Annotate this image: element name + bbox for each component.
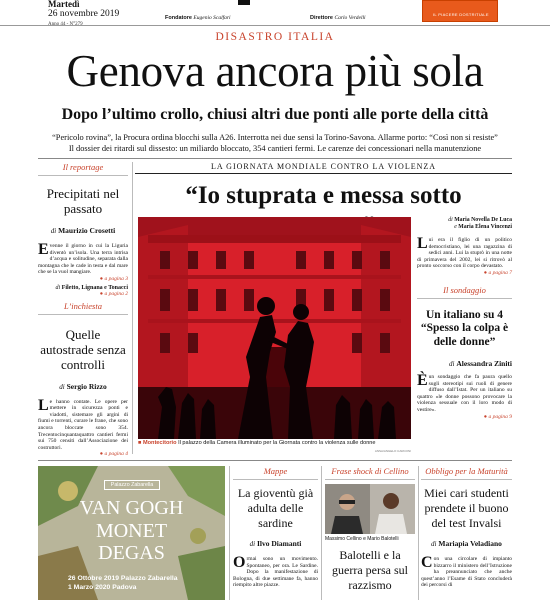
- column-divider: [229, 466, 230, 600]
- photo-caption: ■ Montecitorio Il palazzo della Camera illuminato per la Giornata contro la violenza sulle donne ANSA/ANGELO CARCONI: [138, 440, 411, 453]
- founder-name: Eugenio Scalfari: [193, 15, 231, 21]
- maturita-column: [421, 466, 512, 589]
- reportage-title[interactable]: Precipitati nel passato: [46, 186, 120, 216]
- ad-dates: [68, 574, 178, 592]
- inchiesta-byline: [38, 382, 128, 391]
- body-text: rmai sono un movimento. Spontaneo, per ora. Le Sardine. Dopo la manifestazione di Bologna, di due settimane fa, hanno riempito altre piazze.: [233, 556, 318, 589]
- logo-fragment: [238, 0, 250, 5]
- ad-artist-3: DEGAS: [98, 542, 165, 564]
- cellino-column: [325, 466, 415, 593]
- edition-day: Martedì: [48, 0, 80, 9]
- mappe-byline: [233, 539, 318, 548]
- lead-summary: [40, 132, 510, 154]
- byline-prefix: di: [449, 360, 455, 369]
- feature-title[interactable]: “Io stuprata e messa sotto: [185, 182, 462, 209]
- ad-venue-tag: Palazzo Zabarella: [104, 480, 160, 490]
- feature-block: [135, 162, 512, 452]
- edition-date-text: 26 novembre 2019: [48, 9, 120, 19]
- mappe-title[interactable]: La gioventù già adulta delle sardine: [237, 486, 314, 530]
- inchiesta-body: [38, 396, 128, 458]
- edition-date: [48, 0, 119, 29]
- lead-kicker: DISASTRO ITALIA: [215, 31, 335, 43]
- page-ref-text: a pagina 4: [104, 451, 128, 458]
- ad-dates-line2: 1 Marzo 2020 Padova: [68, 584, 137, 591]
- director-label: Direttore: [310, 15, 333, 21]
- byline-name: Maria Elena Vincenzi: [458, 224, 512, 230]
- masthead: [0, 0, 550, 26]
- byline-joiner: e: [454, 224, 457, 230]
- section-label-mappe: Mappe: [233, 466, 318, 480]
- section-label-reportage: Il reportage: [38, 162, 128, 176]
- byline-prefix: di: [55, 284, 61, 291]
- column-divider: [321, 466, 322, 600]
- ad-dates-line1: 26 Ottobre 2019 Palazzo Zabarella: [68, 575, 178, 582]
- dropcap: L: [417, 235, 428, 252]
- sondaggio-title[interactable]: Un italiano su 4 “Spesso la colpa è delle donne”: [420, 308, 509, 348]
- caption-text: Il palazzo della Camera illuminato per la Giornata contro la violenza sulle donne: [178, 440, 376, 446]
- feature-byline: [417, 217, 512, 231]
- byline-name: Filetto, Lignana e Tonacci: [61, 284, 128, 291]
- dropcap: E: [38, 241, 49, 258]
- page-ref-text: a pagina 2: [104, 290, 128, 297]
- byline-prefix: di: [59, 382, 65, 391]
- divider: [38, 460, 512, 461]
- caption-label: Montecitorio: [142, 440, 177, 446]
- feature-side-column: [417, 217, 512, 420]
- feature-body: [417, 237, 512, 277]
- page-ref-link[interactable]: ● a pagina 7: [483, 269, 512, 276]
- byline-prefix: di: [448, 217, 453, 223]
- promo-box[interactable]: [422, 0, 498, 22]
- section-label-maturita: Obbligo per la Maturità: [421, 466, 512, 480]
- page-ref-link[interactable]: ● a pagina 2: [99, 290, 128, 297]
- body-text: ui era il figlio di un politico democristiano, lei una ragazzina di sedici anni. Lui la stuprò in una notte di primavera del 2002, lei si ritrovò al pronto soccorso con il corpo devastato.: [417, 237, 512, 270]
- reportage-byline: [38, 226, 128, 235]
- section-label-sondaggio: Il sondaggio: [417, 285, 512, 299]
- exhibition-ad[interactable]: [38, 466, 225, 600]
- byline-name: Sergio Rizzo: [66, 381, 107, 391]
- section-label-inchiesta: L’inchiesta: [38, 301, 128, 315]
- sondaggio-body: [417, 374, 512, 420]
- page-ref-link[interactable]: ● a pagina 4: [99, 451, 128, 458]
- director-name: Carlo Verdelli: [334, 15, 366, 21]
- promo-box-text: IL PIACERE DOSTRITIALE: [433, 12, 489, 17]
- byline-name: Ilvo Diamanti: [256, 539, 302, 548]
- lead-subhead: Dopo l’ultimo crollo, chiusi altri due ponti alle porte della città: [61, 106, 489, 123]
- dropcap: È: [417, 372, 428, 390]
- byline-name: Maurizio Crosetti: [58, 226, 116, 235]
- page-ref-text: a pagina 3: [104, 275, 128, 282]
- montecitorio-photo[interactable]: [138, 217, 411, 439]
- left-column: [38, 162, 128, 458]
- cellino-photo[interactable]: [325, 484, 415, 534]
- lead-headline[interactable]: Genova ancora più sola: [66, 46, 484, 96]
- edition-issue: Anno 44 - N°279: [48, 22, 83, 27]
- page-ref-link[interactable]: ● a pagina 9: [483, 413, 512, 420]
- mappe-body: [233, 556, 318, 589]
- ad-artist-2: MONET: [95, 520, 168, 542]
- lead-summary-line2: Il dossier dei ritardi sul dissesto: un miliardo bloccato, 354 cantieri fermi. Le carenze dei concessionari nella manutenzione: [68, 144, 482, 153]
- ad-artist-1: VAN GOGH: [79, 497, 184, 519]
- inchiesta-title[interactable]: Quelle autostrade senza controlli: [40, 326, 126, 372]
- page-ref-text: a pagina 7: [488, 269, 512, 276]
- column-divider: [132, 162, 133, 454]
- body-text: e hanno contate. Le opere per mettere in sicurezza ponti e viadotti, sistemare gli argini di fiumi e torrenti, curare le frane, che sono ancora bloccate sono 354. Trecentocinquantaquattro cantieri fermi sui 750 censiti dall’Associazione dei costruttori.: [38, 398, 128, 451]
- maturita-byline: [421, 539, 512, 548]
- body-text: venne il giorno in cui la Liguria diventò un’isola. Una terra intrisa d’acqua e solitudine, separata dalla montagna che le cade in testa e dal mare che se la vuol mangiare.: [38, 243, 128, 276]
- photo-credit: ANSA/ANGELO CARCONI: [374, 449, 411, 453]
- section-label-cellino: Frase shock di Cellino: [325, 466, 415, 480]
- page-ref-link[interactable]: ● a pagina 3: [99, 275, 128, 282]
- dropcap: C: [421, 554, 433, 571]
- byline-prefix: di: [431, 540, 437, 548]
- divider: [38, 158, 512, 159]
- body-text: un sondaggio che fa paura quello sugli stereotipi sui ruoli di genere diffuso dall’Istat. Per un italiano su quattro «le donne possono provocare la violenza sessuale con il loro modo di vestire».: [417, 374, 512, 414]
- byline-prefix: di: [249, 540, 256, 548]
- cellino-title[interactable]: Balotelli e la guerra persa sul razzismo: [332, 548, 408, 592]
- sondaggio-byline: [417, 359, 512, 368]
- maturita-title[interactable]: Miei cari studenti prendete il buono del test Invalsi: [424, 486, 509, 530]
- photo-illustration: [325, 484, 415, 534]
- founder-credit: [165, 15, 231, 21]
- byline-prefix: di: [50, 227, 57, 235]
- reportage-body: [38, 243, 128, 283]
- mappe-column: [233, 466, 318, 589]
- page-ref-text: a pagina 9: [488, 413, 512, 420]
- dropcap: L: [38, 396, 49, 414]
- column-divider: [418, 466, 419, 600]
- byline-name: Maria Novella De Luca: [454, 217, 512, 223]
- founder-label: Fondatore: [165, 15, 192, 21]
- cellino-photo-caption: Massimo Cellino e Mario Balotelli: [325, 536, 399, 542]
- byline-name: Mariapia Veladiano: [438, 539, 502, 548]
- feature-kicker: LA GIORNATA MONDIALE CONTRO LA VIOLENZA: [135, 162, 512, 174]
- maturita-body: [421, 556, 512, 589]
- byline-name: Alessandra Ziniti: [456, 359, 512, 369]
- photo-illustration: [138, 217, 411, 439]
- director-credit: [310, 15, 366, 21]
- body-text: on una circolare di impianto bizzarro il ministero dell’Istruzione ha preannunciato che anche quest’anno l’Esame di Stato concluderà dei percorsi di: [421, 556, 512, 589]
- lead-summary-line1: “Pericolo rovina”, la Procura ordina blocchi sulla A26. Interrotta nei due sensi la Torino-Savona. Allarme porto: “Così non si resiste”: [52, 133, 498, 142]
- dropcap: O: [233, 554, 246, 571]
